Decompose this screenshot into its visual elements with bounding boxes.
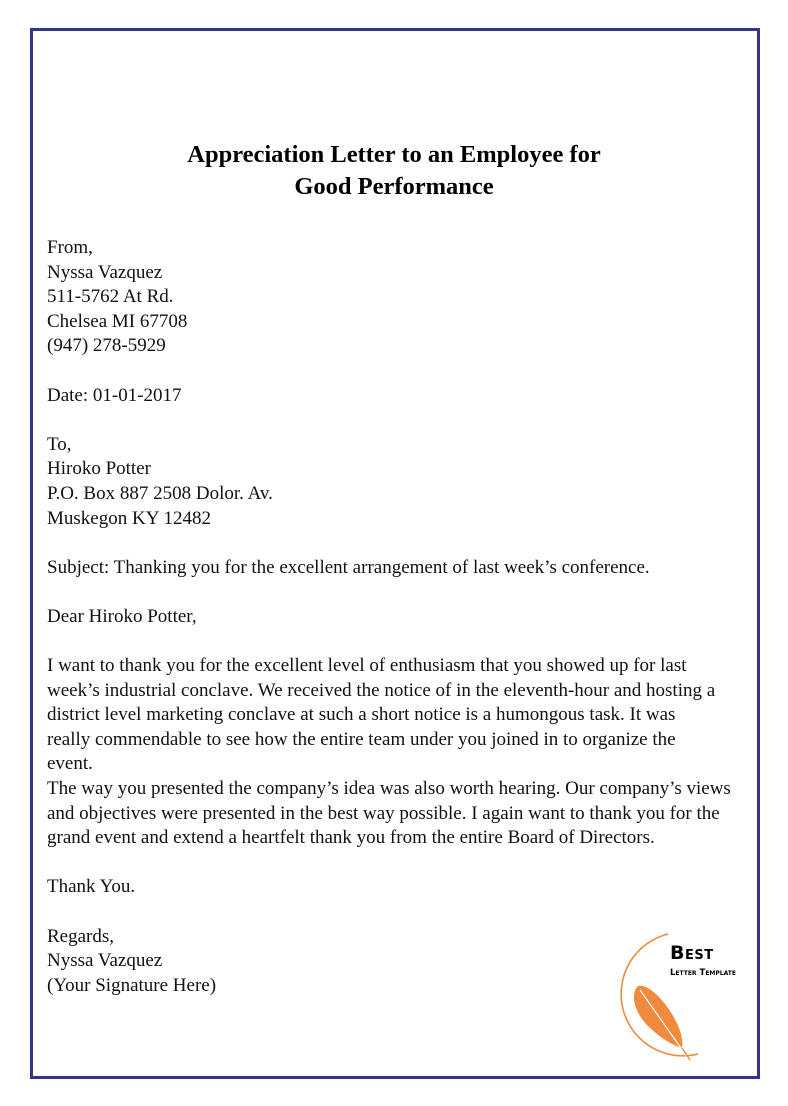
signer-name: Nyssa Vazquez: [47, 950, 163, 972]
from-label: From,: [47, 237, 93, 258]
letter-date: Date: 01-01-2017: [47, 384, 182, 406]
sender-address-2: Chelsea MI 67708: [47, 310, 188, 332]
letter-title: [0, 139, 788, 203]
logo-title: Best: [670, 942, 714, 964]
title-line-1: Appreciation Letter to an Employee for: [187, 141, 601, 168]
title-line-2: Good Performance: [294, 173, 494, 200]
sender-address-1: 511-5762 At Rd.: [47, 286, 174, 308]
salutation: Dear Hiroko Potter,: [47, 605, 197, 627]
sender-block: [47, 236, 747, 359]
best-letter-template-logo: [608, 930, 758, 1062]
sender-phone: (947) 278-5929: [47, 335, 166, 357]
recipient-name: Hiroko Potter: [47, 458, 151, 480]
recipient-address-1: P.O. Box 887 2508 Dolor. Av.: [47, 482, 273, 504]
signature-placeholder: (Your Signature Here): [47, 974, 217, 996]
body-paragraph-1: I want to thank you for the excellent level of enthusiasm that you showed up for last week’s industrial conclave. We received the notice of in the eleventh-hour and hosting a district level marketing conclave at such a short notice is a humongous task. It was really commendable to see how the entire team under you joined in to organize the event.: [47, 655, 716, 775]
closing-thanks: Thank You.: [47, 876, 136, 898]
recipient-block: [47, 433, 747, 531]
sender-name: Nyssa Vazquez: [47, 261, 163, 283]
logo-subtitle: Letter Template: [670, 968, 736, 978]
to-label: To,: [47, 433, 72, 455]
body-paragraph-2: The way you presented the company’s idea was also worth hearing. Our company’s views and objectives were presented in the best way possible. I again want to thank you for the grand event and extend a heartfelt thank you from the entire Board of Directors.: [47, 778, 731, 849]
letter-body: [47, 236, 747, 998]
regards: Regards,: [47, 925, 115, 947]
letter-subject: Subject: Thanking you for the excellent arrangement of last week’s conference.: [47, 556, 650, 578]
recipient-address-2: Muskegon KY 12482: [47, 507, 211, 529]
